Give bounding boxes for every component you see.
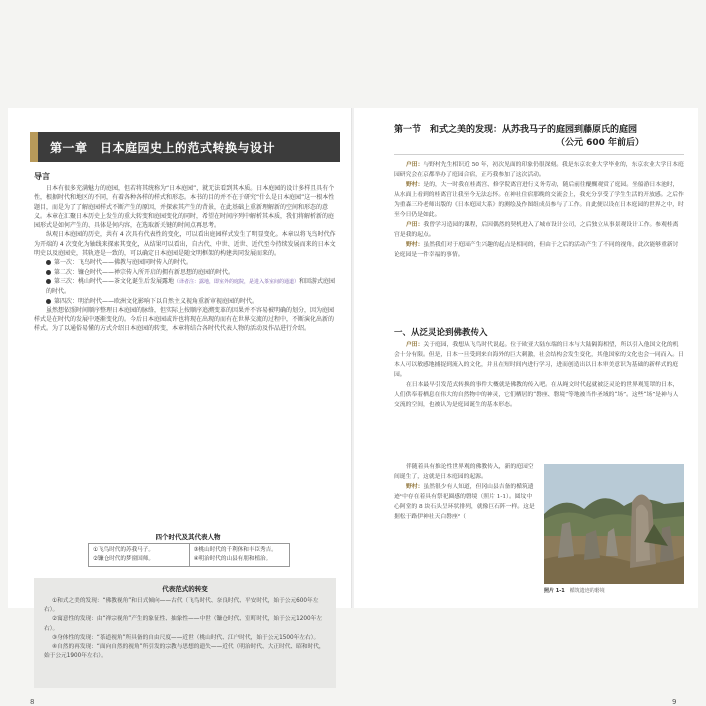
- chapter-title-bar: [30, 132, 340, 162]
- dialogue-line: 户田：与野村先生相识近 50 年，初次见面的印象仍很深刻。我是东京农业大学毕业的，东京农业大学日本庭园研究会在京都举办了庭园合宿，正巧我参加了这次活动。: [394, 162, 684, 178]
- list-item: 第三次：桃山时代——茶文化诞生后发展露地（译者注：露地，即室外的庭院，是进入茶室间的通道）和回游式庭园的时代。: [46, 277, 336, 296]
- box-body: [44, 597, 326, 661]
- bullet-icon: [46, 279, 51, 284]
- photo-illustration: [544, 464, 684, 584]
- stone-circle-photo: [544, 464, 684, 584]
- caption-label: 照片 1-1: [544, 588, 565, 594]
- paradigm-box: [34, 578, 336, 688]
- table-title: 四个时代及其代表人物: [155, 533, 221, 541]
- list-item: 第四次：明治时代——欧洲文化影响下以自然主义视角重新审视庭园的时代。: [34, 297, 336, 306]
- list-item: 第一次：飞鸟时代——佛教与庭园同时传入的时代。: [34, 258, 336, 267]
- chapter-title: 第一章 日本庭园史上的范式转换与设计: [50, 140, 276, 155]
- dialogue-line: 户田：我曾学习造园的课程，后因偶然的契机进入了城市设计公司，之后独立从事景观设计工作。参观桂离宫是我的起点。: [394, 222, 679, 238]
- caption-text: 楯筑遗迹的磐境: [569, 588, 605, 594]
- paragraph: 虽然想依照时间顺序整理日本庭园的脉络，但实际上按顺序追溯变革的因果并不容易被明确的划分，因为庭园样式是在时代的发展中逐渐变化的。今后日本庭园或许也将现在出现的而有在世界交流的过程中，不断演化出新的样式。为了以通俗易懂的方式介绍日本庭园的转变，本章将结合各时代代表人物的活动及作品进行介绍。: [34, 306, 335, 333]
- translator-note: （译者注：露地，即室外的庭院，是进入茶室间的通道）: [174, 278, 300, 285]
- representatives-table: [88, 543, 290, 567]
- box-item: ①和式之美的发现：“佛教视角”和日式倾向——古代（飞鸟时代、奈良时代、平安时代，始于公元600年左右）。: [44, 598, 319, 614]
- dialogue-line: 野村：是的，大一时我在桂离宫、修学院离宫进行义务劳动，随后前往醍醐观赏了庭园。坐船游日本池时，从水面上看到的桂离宫让我至今无法忘怀。在神社住宿那晚的交流会上，我充分享受了学生生活的开放感。之后作为重森三玲老师出版的《日本庭园大系》的测绘及作图组成员参与了工作。自此便以设在日本庭园的世界之中，时至今日仍是如此。: [394, 182, 684, 218]
- right-page: [354, 108, 698, 706]
- dialogue-line: 野村：虽然很少有人知道，但冈山县吉备的楯筑遗迹¹中存在着具有祭祀圈感的磐境（照片 1-1）。圆坟中心阿堂的 8 块石头呈环状排列，就像巨石阵一样。这是据松于路伊神社天白磐座²（: [394, 484, 535, 520]
- era-list: [34, 258, 336, 305]
- left-body-text: [34, 184, 336, 334]
- photo-caption: [544, 587, 605, 594]
- section-title: [394, 124, 684, 150]
- section-title-line2: （公元 600 年前后）: [555, 138, 644, 148]
- page-number: 9: [672, 698, 677, 706]
- list-item: 第二次：镰仓时代——禅宗传入所开启的拥有新思想的庭园的时代。: [34, 268, 336, 277]
- bullet-icon: [46, 260, 51, 265]
- bullet-icon: [46, 299, 51, 304]
- table-column: [89, 544, 189, 566]
- box-item: ③身体性的发现：“茶道视角”所具备的自由尺度——近世（桃山时代、江户时代，始于公元1500年左右）。: [52, 634, 320, 641]
- divider: [394, 154, 684, 155]
- bullet-icon: [46, 270, 51, 275]
- box-item: ②寓意性的发现：由“禅宗视角”产生的象征性、抽象性——中世（镰仓时代、室町时代，始于公元1200年左右）。: [44, 616, 323, 632]
- subsection-title: 一、从泛灵论到佛教传入: [394, 328, 488, 338]
- subheading: 导言: [34, 172, 50, 181]
- box-item: ④自然的再发现：“面向自然的视角”所引发的宗教与思想的遗失——近代（明治时代、大正时代、昭和时代，始于公元1900年左右）。: [44, 644, 325, 660]
- dialogue-line: 在日本最早引发范式转换的事件大概就是佛教的传入吧。在从绳文时代起就被泛灵论的世界观笼罩的日本，人们供奉着栖息在伟大的自然物中的神灵，它们栖居的“磐座、磐境”等地被当作圣域的“场”。这些“场”是神与人交流的空间，也被认为是庭园诞生的基本形态。: [394, 382, 679, 408]
- dialogue-line: 野村：虽然我们对于庭园产生兴趣的起点是相同的，但由于之后的活动产生了不同的视角，此次能够重新讨论庭园是一件幸福的事情。: [394, 242, 679, 258]
- dialogue-line: 户田：关于庭园，我想从飞鸟时代说起。位于欧亚大陆东端的日本与大陆隔海相望，所以引入他国文化的机会十分有限。但是，日本一旦受到来自海外的巨大刺激，社会结构会发生变化，其他国家的文化也会一同而入。日本人可以敏感地捕捉到流入的文化，并且在短时间内进行学习，进而创造出以日本审美意识为基础的新样式的庭园。: [394, 342, 684, 378]
- dialogue-block: [394, 160, 684, 260]
- table-cell: ①飞鸟时代的苏我马子。: [93, 547, 154, 553]
- section-title-line1: 第一节 和式之美的发现：从苏我马子的庭园到藤原氏的庭园: [394, 125, 638, 135]
- dialogue-block-2: [394, 340, 684, 410]
- dialogue-line: 伴随着具有推论性世界观的佛教传入，新的庭园空间诞生了，这就是日本庭园的起源。: [394, 464, 534, 480]
- left-page: [8, 108, 352, 706]
- table-cell: ③桃山时代的千利休和丰臣秀吉。: [193, 547, 277, 553]
- chapter-accent-tab: [30, 132, 38, 162]
- table-cell: ④明治时代的山县有朋和植治。: [193, 556, 272, 562]
- box-title: 代表范式的转变: [162, 585, 208, 593]
- paragraph: 纵观日本庭园的历史，共有 4 次具有代表性的变化，可以看出庭园样式发生了明显变化。本章以将飞鸟时代作为开端的 4 次变化为轴线来探索其变化，从结果可以看出，自古代、中世、近世、近代至今持续发展而来的日本文明史以及庭园史，其轨迹是一致的，可以确定日本庭园是随文明框架的构建共同发展而来的。: [34, 231, 336, 258]
- table-cell: ②镰仓时代的梦窗国师。: [93, 556, 154, 562]
- dialogue-block-3: [394, 462, 536, 522]
- paragraph: 日本有很多充满魅力的庭园，但若将其统称为“日本庭园”，就无法看到其本质。日本庭园的设计多样且具有个性，根据时代和地区的不同，有着各种各样的样式和形态。本书的目的并不在于研究“什么是日本庭园”这一根本性题目，而是为了了解庭园样式不断产生的原因，并探索其产生的背景，在此基础上重新理解新的空间和形态的意义。本章在汇聚日本历史上发生的重大转变和庭园变化的同时，希望在时间序列中解析其本质，我们将解析新的庭园形式是如何产生的、具体是何内容，在选取新关键的时间点再思考。: [34, 185, 335, 230]
- page-number: 8: [30, 698, 35, 706]
- table-column: [189, 544, 290, 566]
